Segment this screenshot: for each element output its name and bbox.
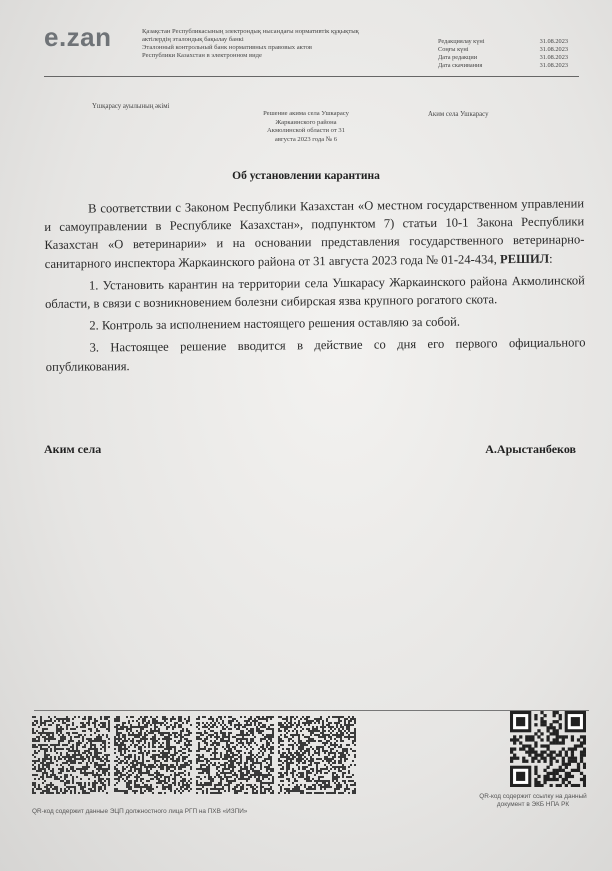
signature-barcode-4 bbox=[278, 716, 356, 794]
meta-label: Дата редакции bbox=[438, 54, 478, 61]
preamble-paragraph bbox=[44, 194, 585, 272]
clause-3: 3. Настоящее решение вводится в действие со дня его первого официального опубликования. bbox=[45, 335, 586, 374]
clause-2: 2. Контроль за исполнением настоящего решения оставляю за собой. bbox=[89, 314, 461, 333]
issuer-kazakh: Үшқарасу ауылының әкімі bbox=[92, 103, 170, 110]
signatory-name: А.Арыстанбеков bbox=[485, 442, 576, 456]
signature-barcode-2 bbox=[114, 716, 192, 794]
meta-label: Дата скачивания bbox=[438, 62, 483, 69]
ezan-logo: e.zan bbox=[44, 22, 112, 52]
preamble-text: В соответствии с Законом Республики Казахстан «О местном государственном управлении и самоуправлении в Республике Казахстан», подпунктом 7) статьи 10-1 Закона Республики Казахстан «О ветеринарии» и на основании представления государственного ветеринарно-санитарного инспектора Жаркаинского района от 31 августа 2023 года № 01-24-434, bbox=[44, 196, 585, 271]
meta-value: 31.08.2023 bbox=[539, 62, 568, 69]
decision-reference-line: Акмолинской области от 31 bbox=[267, 127, 345, 134]
signature-block bbox=[44, 442, 576, 457]
header-meta bbox=[438, 38, 568, 70]
meta-value: 31.08.2023 bbox=[539, 46, 568, 53]
header-description-line: Қазақстан Республикасының электрондық нысандағы нормативтік құқықтық bbox=[142, 28, 359, 35]
meta-value: 31.08.2023 bbox=[539, 54, 568, 61]
signature-barcode-1 bbox=[32, 716, 110, 794]
decision-reference-line: Жаркаинского района bbox=[275, 118, 337, 126]
signatory-position: Аким села bbox=[44, 442, 102, 456]
document-link-qr-code[interactable] bbox=[510, 711, 586, 787]
header-description-line: Республики Казахстан в электронном виде bbox=[142, 52, 262, 59]
decision-reference-line: августа 2023 года № 6 bbox=[274, 135, 338, 143]
meta-label: Соңғы күні bbox=[438, 46, 469, 53]
issuer-russian: Аким села Ушкарасу bbox=[428, 111, 489, 118]
signature-qr-caption: QR-код содержит данные ЭЦП должностного лица РГП на ПХВ «ИЗПИ» bbox=[32, 808, 248, 815]
meta-value: 31.08.2023 bbox=[539, 38, 568, 45]
digital-signature-codes bbox=[32, 716, 356, 794]
meta-row bbox=[438, 46, 568, 54]
header-description bbox=[142, 28, 417, 60]
meta-row bbox=[438, 54, 568, 62]
meta-row bbox=[438, 38, 568, 46]
decision-reference-line: Решение акима села Ушкарасу bbox=[263, 110, 349, 117]
signature-barcode-3 bbox=[196, 716, 274, 794]
header-description-line: Эталонный контрольный банк нормативных правовых актов bbox=[142, 44, 312, 51]
decision-reference bbox=[240, 110, 372, 144]
resolved-keyword: РЕШИЛ bbox=[499, 251, 550, 266]
link-qr-caption: QR-код содержит ссылку на данный документ в ЭКБ НПА РК bbox=[479, 793, 587, 808]
preamble-end: : bbox=[549, 251, 553, 266]
document-body bbox=[44, 194, 586, 379]
meta-label: Редакциялау күні bbox=[438, 38, 485, 45]
header-divider bbox=[44, 76, 579, 77]
header-description-line: актілердің эталондық бақылау банкі bbox=[142, 36, 244, 43]
clause-1: 1. Установить карантин на территории села Ушкарасу Жаркаинского района Акмолинской области, в связи с возникновением болезни сибирская язва крупного рогатого скота. bbox=[45, 273, 585, 312]
footer-divider bbox=[34, 710, 589, 711]
document-title: Об установлении карантина bbox=[232, 170, 380, 182]
meta-row bbox=[438, 62, 568, 70]
